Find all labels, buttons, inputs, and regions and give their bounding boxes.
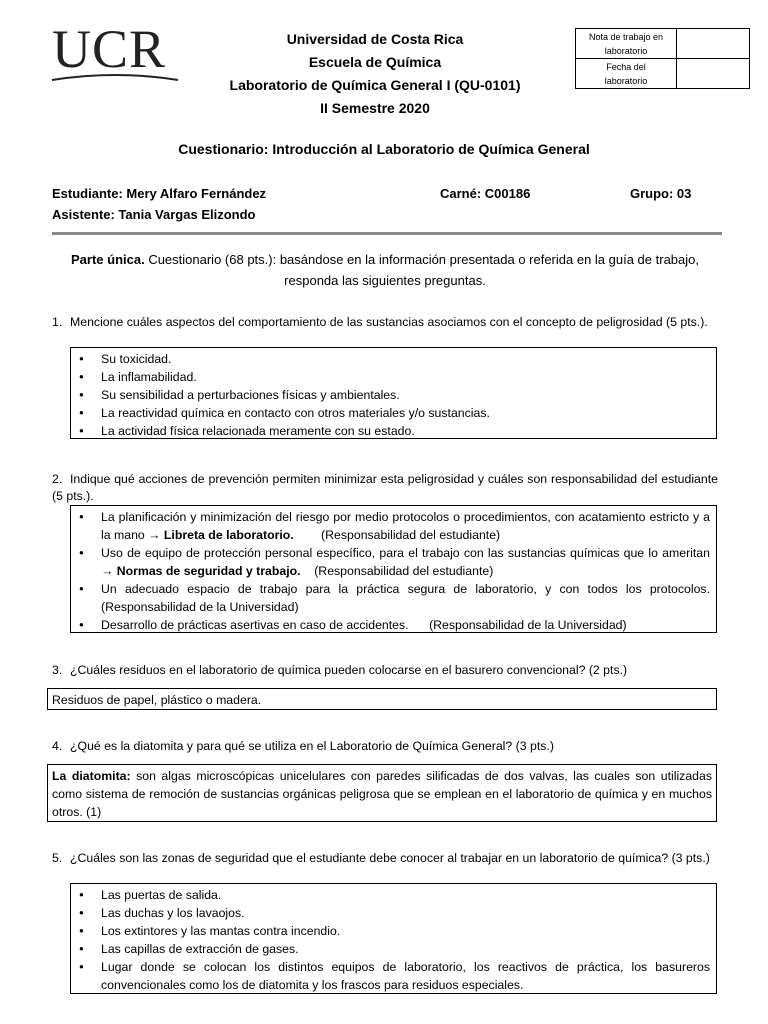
question-2: 2. Indique qué acciones de prevención permiten minimizar esta peligrosidad y cuáles son responsabilidad del estudiante (5 pts.). bbox=[52, 472, 718, 503]
list-item: ● La actividad física relacionada meramente con su estado. bbox=[75, 422, 710, 440]
list-item: ● Su toxicidad. bbox=[75, 350, 710, 368]
answer-box-2 bbox=[70, 505, 717, 633]
list-item: ● La inflamabilidad. bbox=[75, 368, 710, 386]
question-1: 1. Mencione cuáles aspectos del comportamiento de las sustancias asociamos con el concepto de peligrosidad (5 pts.). bbox=[52, 315, 708, 329]
list-item: ● La planificación y minimización del riesgo por medio protocolos o procedimientos, con acatamiento estricto y a la mano → Libreta de laboratorio. (Responsabilidad del estudiante) bbox=[75, 508, 710, 544]
list-item: ● Un adecuado espacio de trabajo para la práctica segura de laboratorio, y con todos los protocolos. (Responsabilidad de la Universidad) bbox=[75, 580, 710, 616]
grade-value bbox=[677, 29, 750, 59]
questionnaire-title: Cuestionario: Introducción al Laboratorio de Química General bbox=[178, 141, 590, 157]
list-item: ● Uso de equipo de protección personal específico, para el trabajo con las sustancias químicas que lo ameritan → Normas de seguridad y trabajo. (Responsabilidad del estudiante) bbox=[75, 544, 710, 580]
question-5: 5. ¿Cuáles son las zonas de seguridad que el estudiante debe conocer al trabajar en un laboratorio de química? (3 pts.) bbox=[52, 851, 710, 865]
semester: II Semestre 2020 bbox=[320, 100, 430, 116]
intro-paragraph: Parte única. Cuestionario (68 pts.): basándose en la información presentada o referida en la guía de trabajo, responda las siguientes preguntas. bbox=[71, 252, 699, 288]
answer-box-5 bbox=[70, 883, 717, 994]
answer-box-4 bbox=[47, 764, 717, 822]
date-label: Fecha del laboratorio bbox=[576, 59, 677, 89]
header-titles bbox=[200, 28, 550, 120]
answer-box-3 bbox=[47, 688, 717, 710]
school-name: Escuela de Química bbox=[308, 54, 442, 70]
question-4: 4. ¿Qué es la diatomita y para qué se utiliza en el Laboratorio de Química General? (3 pts.) bbox=[52, 739, 554, 753]
list-item: ● Las capillas de extracción de gases. bbox=[75, 940, 710, 958]
logo-swoosh-icon bbox=[50, 70, 180, 84]
list-item: ● Los extintores y las mantas contra incendio. bbox=[75, 922, 710, 940]
answer-box-1 bbox=[70, 347, 717, 439]
question-3: 3. ¿Cuáles residuos en el laboratorio de química pueden colocarse en el basurero convencional? (2 pts.) bbox=[52, 663, 628, 677]
list-item: ● Desarrollo de prácticas asertivas en caso de accidentes. (Responsabilidad de la Universidad) bbox=[75, 616, 710, 634]
student-name: Estudiante: Mery Alfaro Fernández bbox=[52, 186, 267, 201]
assistant-name: Asistente: Tania Vargas Elizondo bbox=[52, 207, 256, 222]
date-value bbox=[677, 59, 750, 89]
answer-text: Residuos de papel, plástico o madera. bbox=[52, 693, 262, 707]
list-item: ● Su sensibilidad a perturbaciones físicas y ambientales. bbox=[75, 386, 710, 404]
divider bbox=[52, 232, 722, 235]
list-item: ● Las puertas de salida. bbox=[75, 886, 710, 904]
answer-text: La diatomita: son algas microscópicas unicelulares con paredes silificadas de dos valvas, las cuales son utilizadas como sistema de remoción de sustancias orgánicas peligrosa que se emplean en el laboratorio de química y en muchos otros. (1) bbox=[52, 769, 712, 819]
ucr-logo: UCR bbox=[52, 19, 167, 79]
course-name: Laboratorio de Química General I (QU-0101) bbox=[229, 77, 521, 93]
list-item: ● La reactividad química en contacto con otros materiales y/o sustancias. bbox=[75, 404, 710, 422]
grade-label: Nota de trabajo en laboratorio bbox=[576, 29, 677, 59]
list-item: ● Lugar donde se colocan los distintos equipos de laboratorio, los reactivos de práctica, los basureros convencionales como los de diatomita y los frascos para residuos especiales. bbox=[75, 958, 710, 994]
university-name: Universidad de Costa Rica bbox=[286, 31, 464, 47]
group: Grupo: 03 bbox=[630, 186, 692, 201]
list-item: ● Las duchas y los lavaojos. bbox=[75, 904, 710, 922]
grade-table bbox=[575, 28, 750, 89]
carne: Carné: C00186 bbox=[440, 186, 531, 201]
